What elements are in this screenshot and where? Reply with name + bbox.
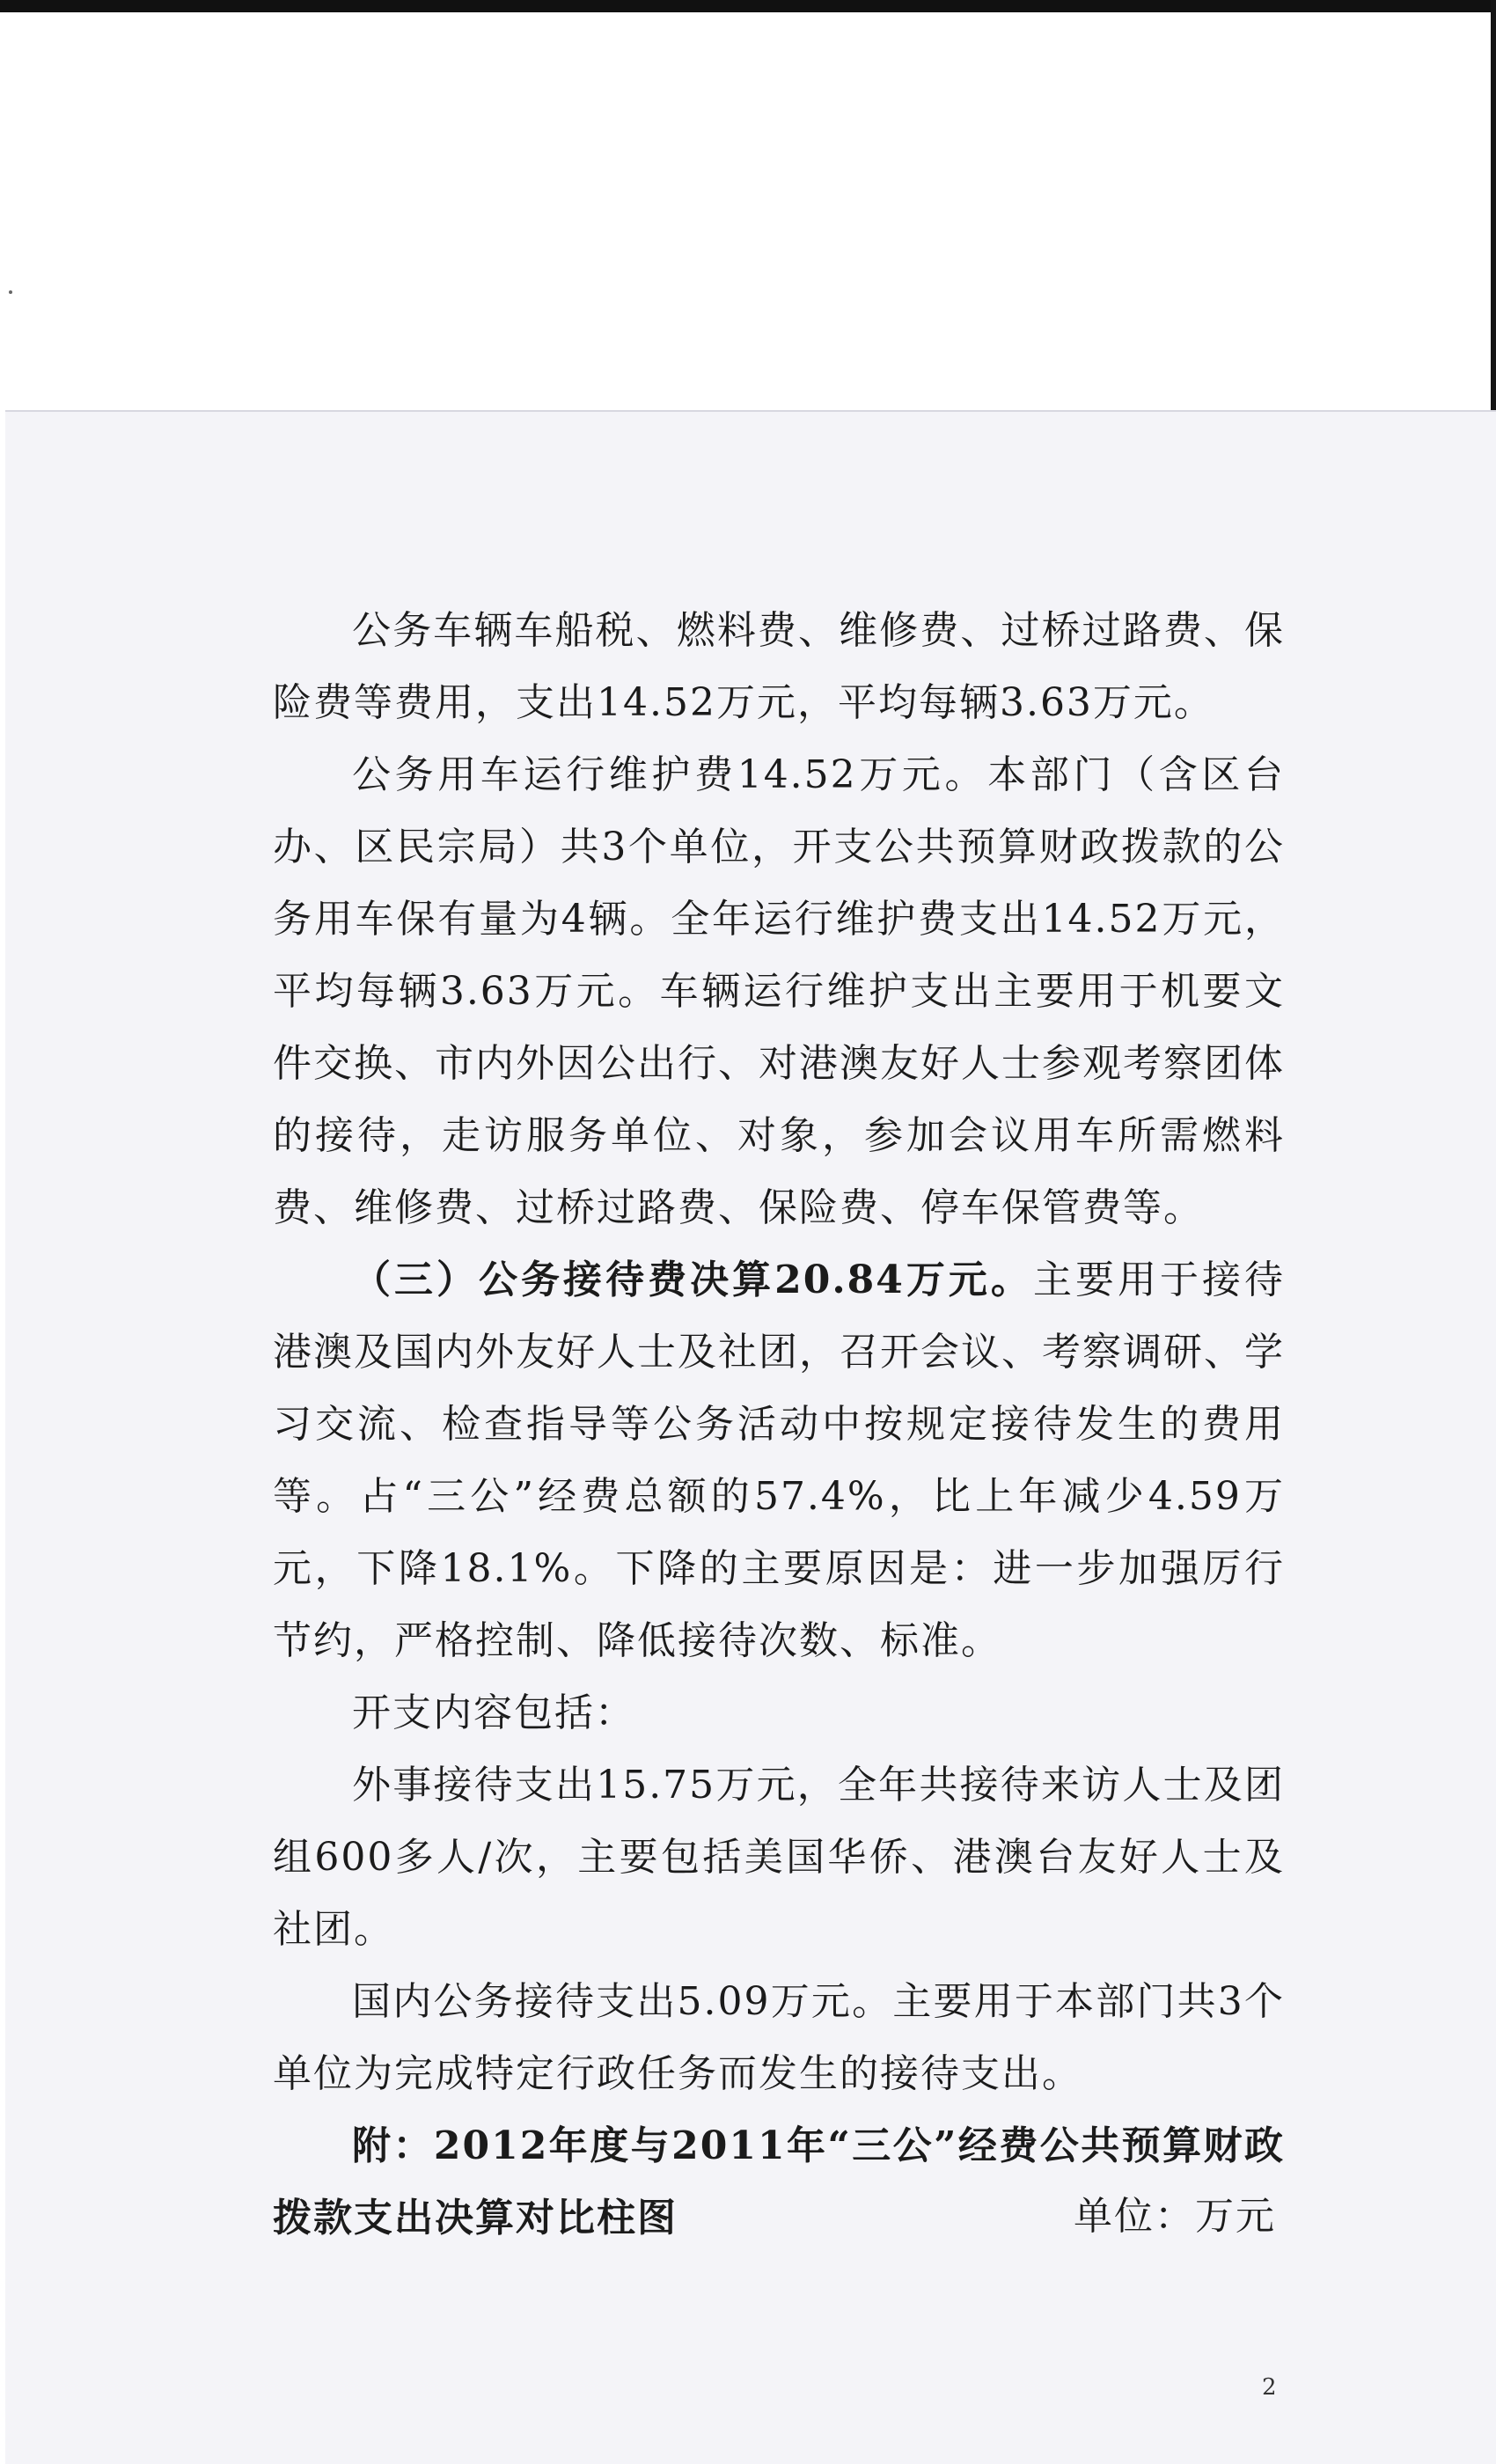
paragraph-vehicle-maintenance: 公务用车运行维护费14.52万元。本部门（含区台办、区民宗局）共3个单位，开支公共预算财政拨款的公务用车保有量为4辆。全年运行维护费支出14.52万元，平均每辆3.63万元。车辆运行维护支出主要用于机要文件交换、市内外因公出行、对港澳友好人士参观考察团体的接待，走访服务单位、对象，参加会议用车所需燃料费、维修费、过桥过路费、保险费、停车保管费等。 [273,752,1285,1230]
scan-top-border [0,0,1496,12]
unit-label: 单位：万元 [1074,2194,1276,2239]
paragraph-domestic-reception: 国内公务接待支出5.09万元。主要用于本部门共3个单位为完成特定行政任务而发生的接待支出。 [273,1979,1285,2096]
paragraph-reception-costs [273,1244,1285,1677]
document-body [273,595,1285,2255]
section-text-reception: 主要用于接待港澳及国内外友好人士及社团，召开会议、考察调研、学习交流、检查指导等公务活动中按规定接待发生的费用等。占“三公”经费总额的57.4%，比上年减少4.59万元，下降18.1%。下降的主要原因是：进一步加强厉行节约，严格控制、降低接待次数、标准。 [273,1258,1286,1663]
document-page [5,410,1496,2464]
paragraph-foreign-reception: 外事接待支出15.75万元，全年共接待来访人士及团组600多人/次，主要包括美国华侨、港澳台友好人士及社团。 [273,1763,1285,1952]
paragraph-expense-items-label: 开支内容包括： [352,1690,635,1735]
page-number: 2 [1262,2374,1277,2401]
scan-speck [9,290,12,294]
section-heading-reception: （三）公务接待费决算20.84万元。 [352,1258,1033,1302]
appendix-title-text: 附：2012年度与2011年“三公”经费公共预算财政拨款支出决算对比柱图 [273,2123,1285,2240]
scan-right-border [1491,0,1496,410]
paragraph-vehicle-costs: 公务车辆车船税、燃料费、维修费、过桥过路费、保险费等费用，支出14.52万元，平均每辆3.63万元。 [273,608,1285,725]
